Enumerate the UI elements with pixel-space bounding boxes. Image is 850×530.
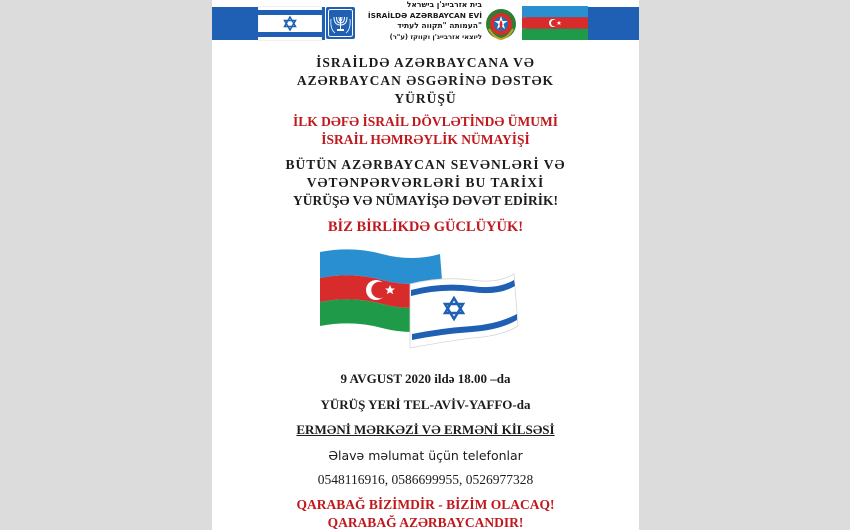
azerbaijan-israel-flags-image (312, 246, 532, 356)
israel-waving-flag-icon (410, 274, 518, 348)
title-line-3: YÜRÜŞÜ (394, 91, 457, 106)
israel-flag-icon (258, 6, 322, 41)
slogan: BİZ BİRLİKDƏ GÜCLÜYÜK! (327, 219, 524, 235)
invite-line-2: VƏTƏNPƏRVƏRLƏRİ BU TARİXİ (306, 175, 545, 190)
header-hebrew-line-2: העמותה "תקווה לעתיד" (397, 21, 482, 30)
poster (212, 0, 639, 530)
menorah-emblem-icon (326, 7, 355, 39)
contact-phones: 0548116916, 0586699955, 0526977328 (317, 472, 534, 487)
subtitle-line-2: İSRAİL HƏMRƏYLİK NÜMAYİŞİ (321, 132, 530, 147)
header-hebrew-line-3: ליוצאי אזרבייג'ן וקווקז (ע"ר) (389, 32, 482, 41)
azerbaijan-flag-icon (522, 6, 588, 40)
event-venue: ERMƏNİ MƏRKƏZİ VƏ ERMƏNİ KİLSƏSİ (296, 422, 555, 437)
contact-label: Əlavə məlumat üçün telefonlar (328, 448, 523, 463)
closing-line-2: QARABAĞ AZƏRBAYCANDIR! (327, 515, 524, 530)
invite-line-1: BÜTÜN AZƏRBAYCAN SEVƏNLƏRİ VƏ (285, 157, 566, 172)
header-organization-text (362, 0, 482, 46)
subtitle-line-1: İLK DƏFƏ İSRAİL DÖVLƏTİNDƏ ÜMUMİ (293, 114, 558, 129)
title-line-1: İSRAİLDƏ AZƏRBAYCANA VƏ (316, 55, 535, 70)
azerbaijan-emblem-icon (484, 7, 518, 41)
header-org-name: İSRAİLDƏ AZƏRBAYCAN EVİ (367, 10, 482, 20)
header-hebrew-line-1: בית אזרבייג'ן בישראל (406, 0, 482, 9)
title-line-2: AZƏRBAYCAN ƏSGƏRİNƏ DƏSTƏK (296, 73, 555, 88)
poster-header (212, 0, 639, 46)
closing-line-1: QARABAĞ BİZİMDİR - BİZİM OLACAQ! (296, 497, 555, 512)
invite-line-3: YÜRÜŞƏ VƏ NÜMAYİŞƏ DƏVƏT EDİRİK! (293, 193, 558, 208)
event-date: 9 AVGUST 2020 ildə 18.00 –da (340, 371, 511, 386)
event-location: YÜRÜŞ YERİ TEL-AVİV-YAFFO-da (320, 397, 531, 412)
